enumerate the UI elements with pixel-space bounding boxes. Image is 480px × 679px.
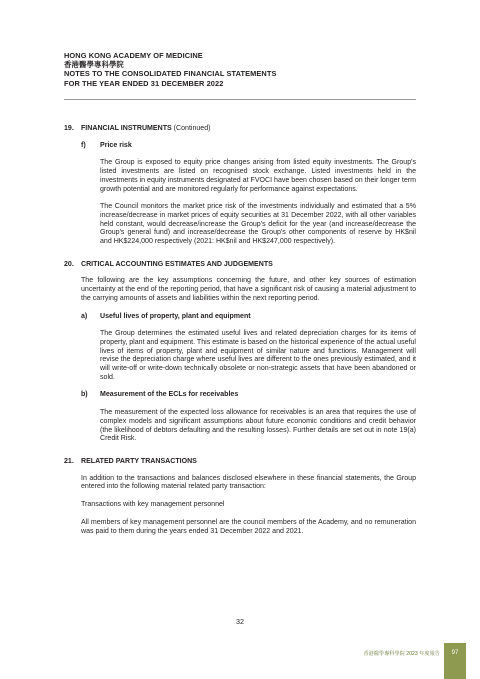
related-party-paragraph-1: In addition to the transactions and balances disclosed elsewhere in these financial statements, the Group entered into the following material related party transaction:: [81, 474, 416, 491]
subsection-letter: a): [81, 312, 88, 320]
footer-page-tab: [444, 643, 466, 679]
continued-label: (Continued): [173, 125, 211, 132]
footer-tab-number: 97: [451, 650, 459, 656]
price-risk-paragraph-2: The Council monitors the market price risk of the investments individually and estimated that a 5% increase/decrease in market prices of equity securities at 31 December 2022, with all other variables held constant, would decrease/increase the Group's deficit for the year (and increase/decrease the Group's general fund) and increase/decrease the Group's other components of reserve by HK$nil and HK$224,000 respectively (2021: HK$nil and HK$247,000 respectively).: [100, 203, 416, 246]
estimates-intro-paragraph: The following are the key assumptions concerning the future, and other key sources of estimation uncertainty at the end of the reporting period, that have a significant risk of causing a material adjustment to the carrying amounts of assets and liabilities within the next reporting period.: [81, 277, 416, 302]
page-body: [64, 125, 416, 536]
organization-name: HONG KONG ACADEMY OF MEDICINE: [64, 51, 203, 60]
header-divider: [64, 99, 416, 100]
page-number: 32: [236, 617, 244, 626]
section-title: RELATED PARTY TRANSACTIONS: [81, 457, 197, 465]
subsection-b-heading: [81, 391, 416, 400]
subsection-title: Measurement of the ECLs for receivables: [100, 391, 239, 399]
document-header: [64, 51, 277, 88]
section-number: 21.: [64, 457, 74, 465]
ecl-measurement-paragraph: The measurement of the expected loss allowance for receivables is an area that requires the use of complex models and significant assumptions about future economic conditions and credit behavior (the likelihood of debtors defaulting and the resulting losses). Further details are set out in note 19(a) Credit Risk.: [100, 409, 416, 443]
useful-lives-paragraph: The Group determines the estimated useful lives and related depreciation charges for its items of property, plant and equipment. This estimate is based on the historical experience of the actual useful lives of items of property, plant and equipment of similar nature and functions. Management will revise the depreciation charge where useful lives are different to the ones previously estimated, and it will write-off or write-down technically obsolete or non-strategic assets that have been abandoned or sold.: [100, 330, 416, 381]
document-title: NOTES TO THE CONSOLIDATED FINANCIAL STATEMENTS: [64, 69, 277, 79]
subsection-title: Price risk: [100, 141, 132, 149]
subsection-letter: f): [81, 141, 86, 149]
section-number: 19.: [64, 125, 74, 132]
footer-report-title: 香港醫學專科學院 2023 年度報告: [363, 651, 440, 657]
document-period: FOR THE YEAR ENDED 31 DECEMBER 2022: [64, 78, 224, 88]
section-21-heading: [64, 458, 416, 467]
related-party-paragraph-2: Transactions with key management personnel: [81, 501, 225, 509]
subsection-f-heading: [81, 142, 416, 151]
price-risk-paragraph-1: The Group is exposed to equity price changes arising from listed equity investments. The Group's listed investments are listed on recognised stock exchange. Listed investments held in the investments in equity instruments designated at FVOCI have been chosen based on their longer term growth potential and are monitored regularly for performance against expectations.: [100, 159, 416, 193]
related-party-paragraph-3: All members of key management personnel are the council members of the Academy, and no remuneration was paid to them during the years ended 31 December 2022 and 2021.: [81, 518, 416, 535]
section-20-heading: [64, 261, 416, 270]
section-title: FINANCIAL INSTRUMENTS: [81, 125, 172, 132]
section-title: CRITICAL ACCOUNTING ESTIMATES AND JUDGEMENTS: [81, 260, 273, 268]
subsection-a-heading: [81, 313, 416, 322]
subsection-title: Useful lives of property, plant and equipment: [100, 312, 251, 320]
section-19-heading: [64, 125, 416, 134]
subsection-letter: b): [81, 391, 88, 399]
organization-name-chinese: 香港醫學專科學院: [64, 60, 124, 70]
section-number: 20.: [64, 260, 74, 268]
